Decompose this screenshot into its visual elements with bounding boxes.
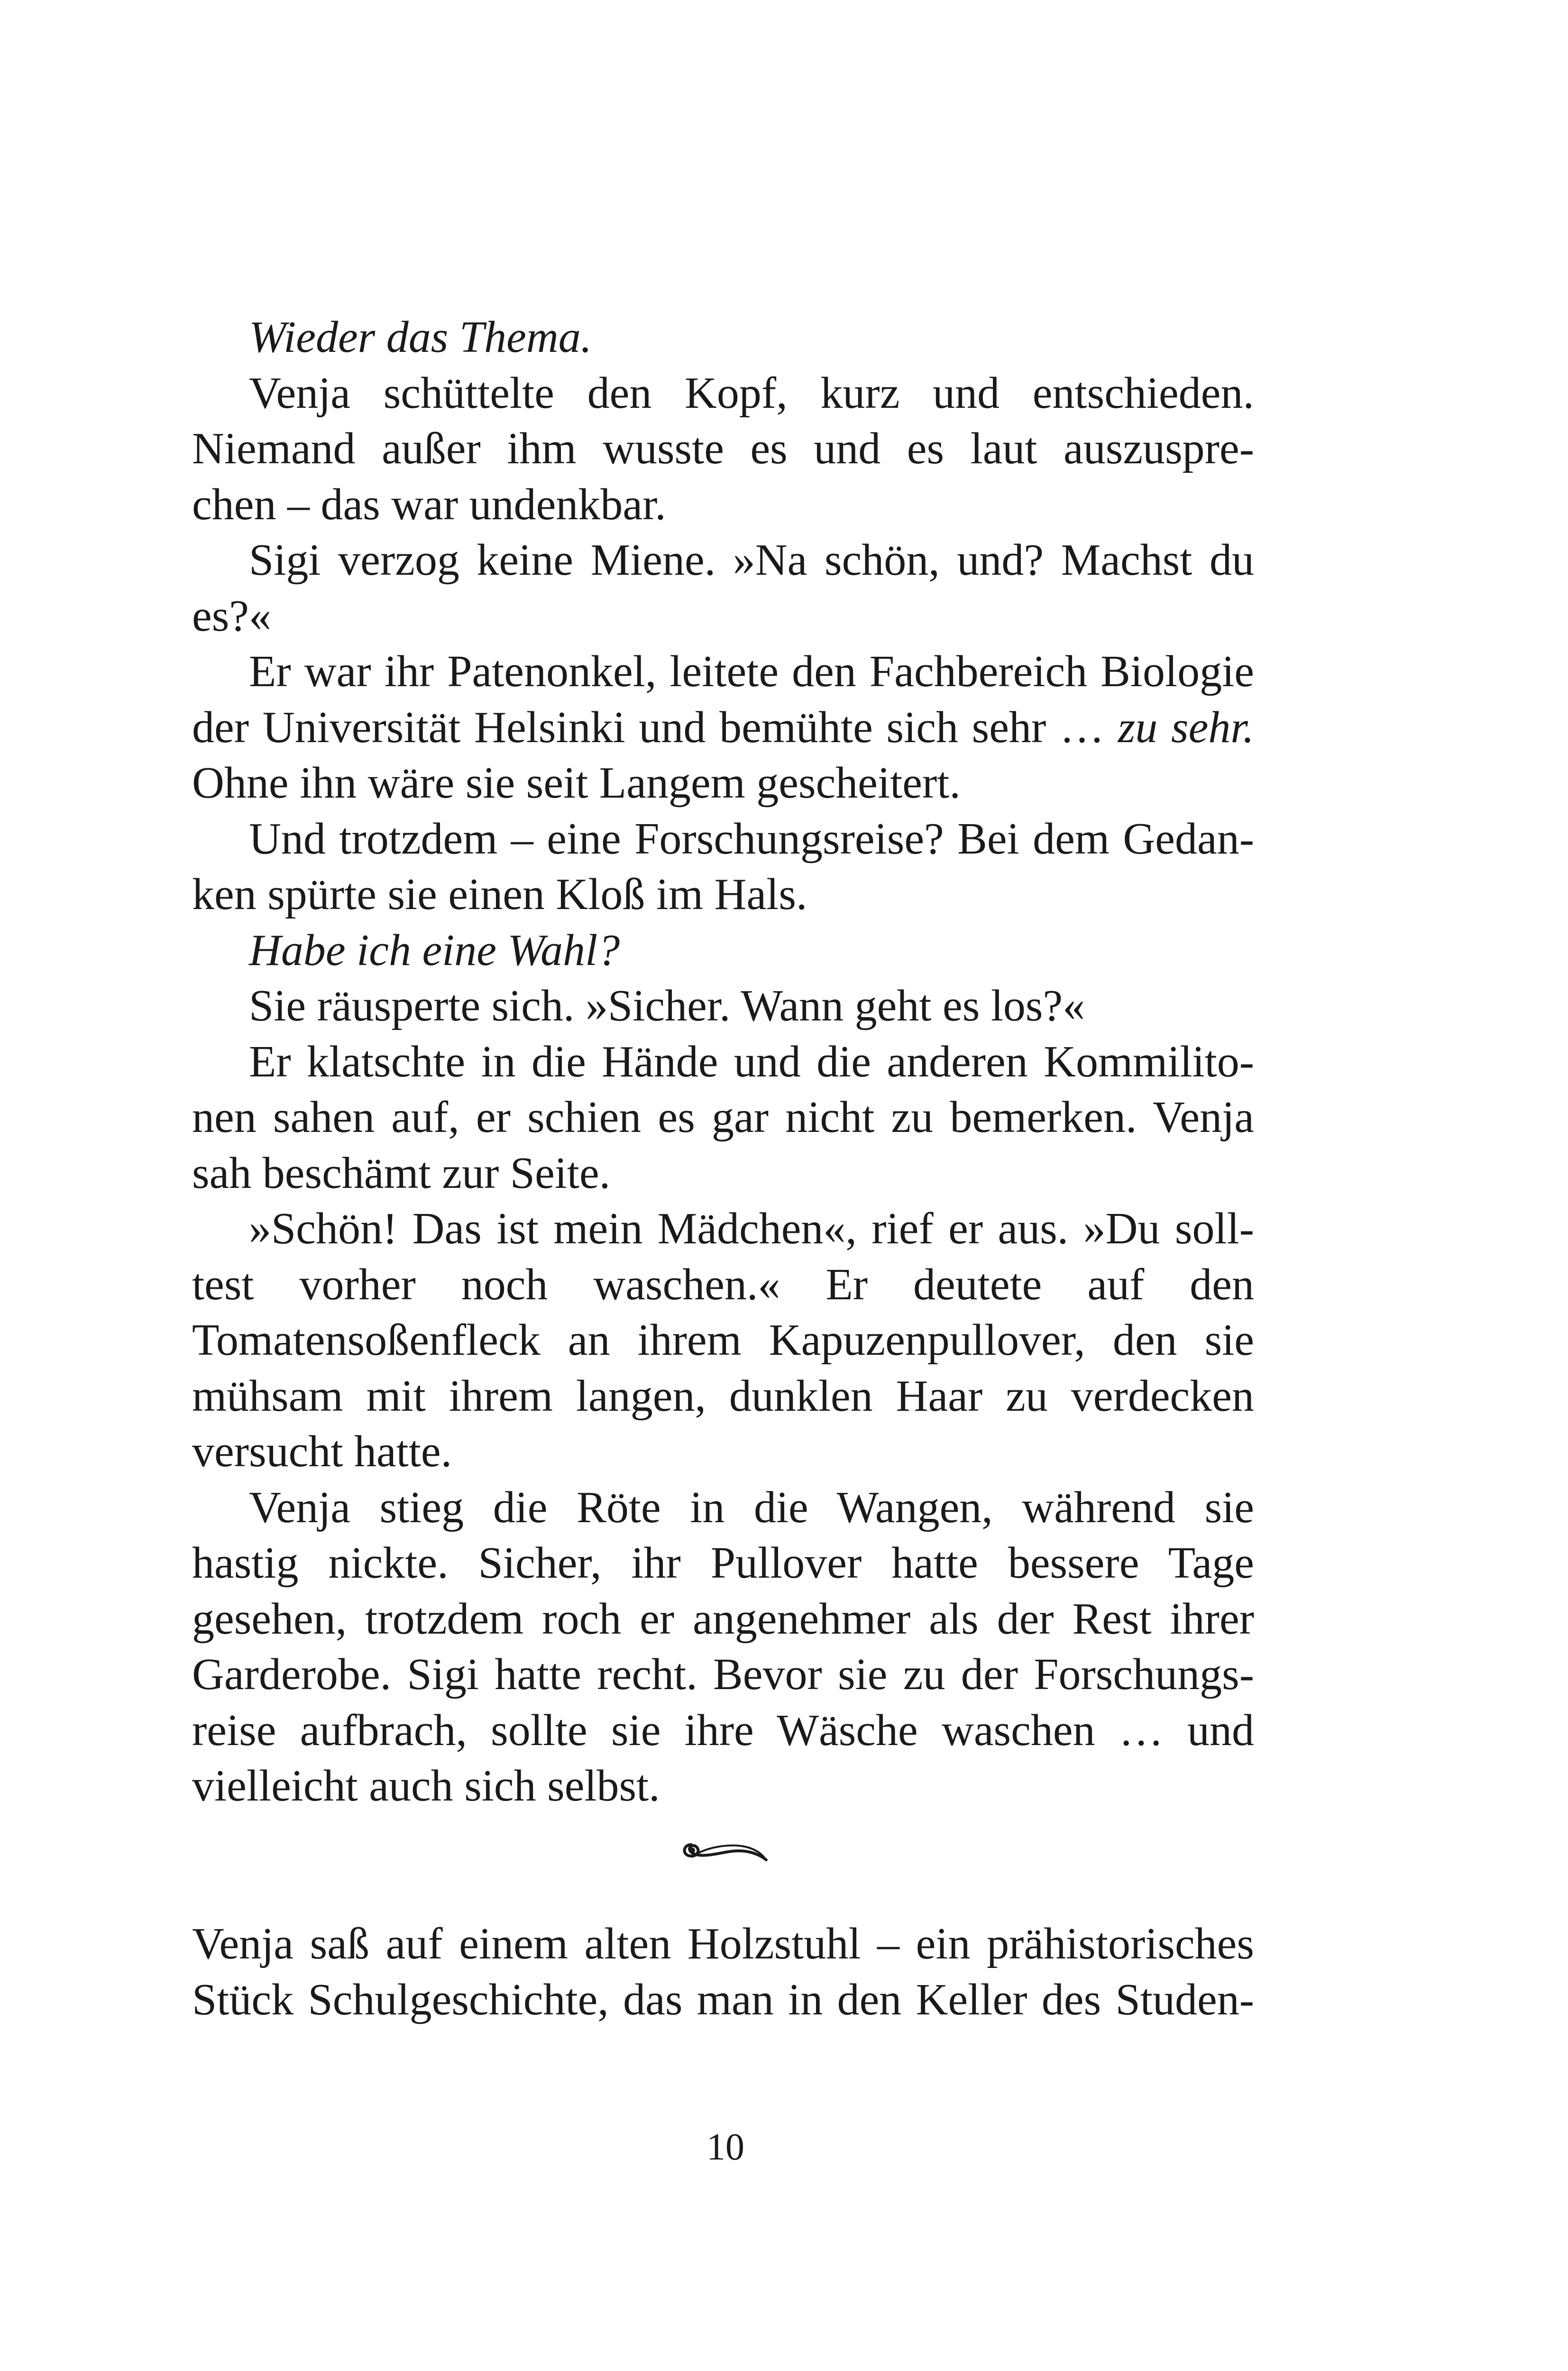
body-text: Venja stieg die Röte in die Wangen, während sie [249, 1482, 1254, 1532]
text-line [192, 1591, 1254, 1647]
body-text: Sie räusperte sich. »Sicher. Wann geht es los?« [249, 981, 1085, 1030]
text-line [192, 1916, 1254, 1972]
text-line [192, 1089, 1254, 1145]
body-text: gesehen, trotzdem roch er angenehmer als der Rest ihrer [192, 1594, 1254, 1644]
body-text: Ohne ihn wäre sie seit Langem gescheitert. [192, 758, 961, 808]
text-line [192, 1972, 1254, 2028]
body-text: ken spürte sie einen Kloß im Hals. [192, 870, 807, 919]
text-line [192, 811, 1254, 867]
body-text: Garderobe. Sigi hatte recht. Bevor sie zu der Forschungs- [192, 1650, 1254, 1699]
italic-text: zu sehr. [1118, 702, 1254, 752]
body-text: versucht hatte. [192, 1427, 452, 1476]
italic-text: Wieder das Thema. [249, 312, 592, 362]
body-text: Venja schüttelte den Kopf, kurz und entschieden. [249, 368, 1254, 418]
body-text: Er war ihr Patenonkel, leitete den Fachbereich Biologie [249, 647, 1254, 696]
body-text: Tomatensoßenfleck an ihrem Kapuzenpullover, den sie [192, 1315, 1254, 1365]
text-line [192, 1034, 1254, 1090]
text-line [192, 1758, 1254, 1814]
body-text: der Universität Helsinki und bemühte sich sehr … [192, 702, 1118, 752]
text-line [192, 421, 1254, 477]
flourish-ornament-icon [673, 1826, 773, 1868]
body-text: Er klatschte in die Hände und die anderen Kommilito- [249, 1037, 1254, 1086]
body-text: Stück Schulgeschichte, das man in den Keller des Studen- [192, 1975, 1254, 2024]
page-number: 10 [706, 2126, 744, 2168]
text-line [192, 1702, 1254, 1758]
text-line [192, 477, 1254, 533]
text-line [192, 978, 1254, 1034]
text-line [192, 365, 1254, 421]
body-text: mühsam mit ihrem langen, dunklen Haar zu verdecken [192, 1371, 1254, 1421]
text-line [192, 643, 1254, 699]
body-text: Niemand außer ihm wusste es und es laut auszuspre- [192, 424, 1254, 473]
text-line [192, 699, 1254, 755]
italic-text: Habe ich eine Wahl? [249, 925, 620, 975]
body-text: Sigi verzog keine Miene. »Na schön, und? Machst du [249, 535, 1254, 585]
text-line [192, 1646, 1254, 1702]
text-line [192, 1480, 1254, 1535]
body-text: »Schön! Das ist mein Mädchen«, rief er aus. »Du soll- [249, 1204, 1254, 1253]
text-line [192, 755, 1254, 811]
body-text: reise aufbrach, sollte sie ihre Wäsche waschen … und [192, 1705, 1254, 1755]
text-line [192, 309, 1254, 365]
text-line [192, 532, 1254, 588]
text-line [192, 1201, 1254, 1257]
text-line [192, 922, 1254, 978]
text-line [192, 1312, 1254, 1368]
text-line [192, 1145, 1254, 1201]
text-line [192, 1257, 1254, 1313]
text-line [192, 588, 1254, 644]
body-text: vielleicht auch sich selbst. [192, 1761, 660, 1810]
body-text: es?« [192, 591, 272, 641]
text-line [192, 866, 1254, 922]
text-line [192, 1424, 1254, 1480]
text-line [192, 1535, 1254, 1591]
body-text: chen – das war undenkbar. [192, 479, 666, 529]
body-text: Venja saß auf einem alten Holzstuhl – ein prähistorisches [192, 1919, 1254, 1968]
text-line [192, 1368, 1254, 1424]
body-text: sah beschämt zur Seite. [192, 1148, 611, 1198]
body-text: test vorher noch waschen.« Er deutete auf den [192, 1259, 1254, 1309]
body-text: hastig nickte. Sicher, ihr Pullover hatte bessere Tage [192, 1538, 1254, 1588]
body-text: Und trotzdem – eine Forschungsreise? Bei dem Gedan- [249, 814, 1254, 864]
body-text: nen sahen auf, er schien es gar nicht zu bemerken. Venja [192, 1093, 1254, 1142]
